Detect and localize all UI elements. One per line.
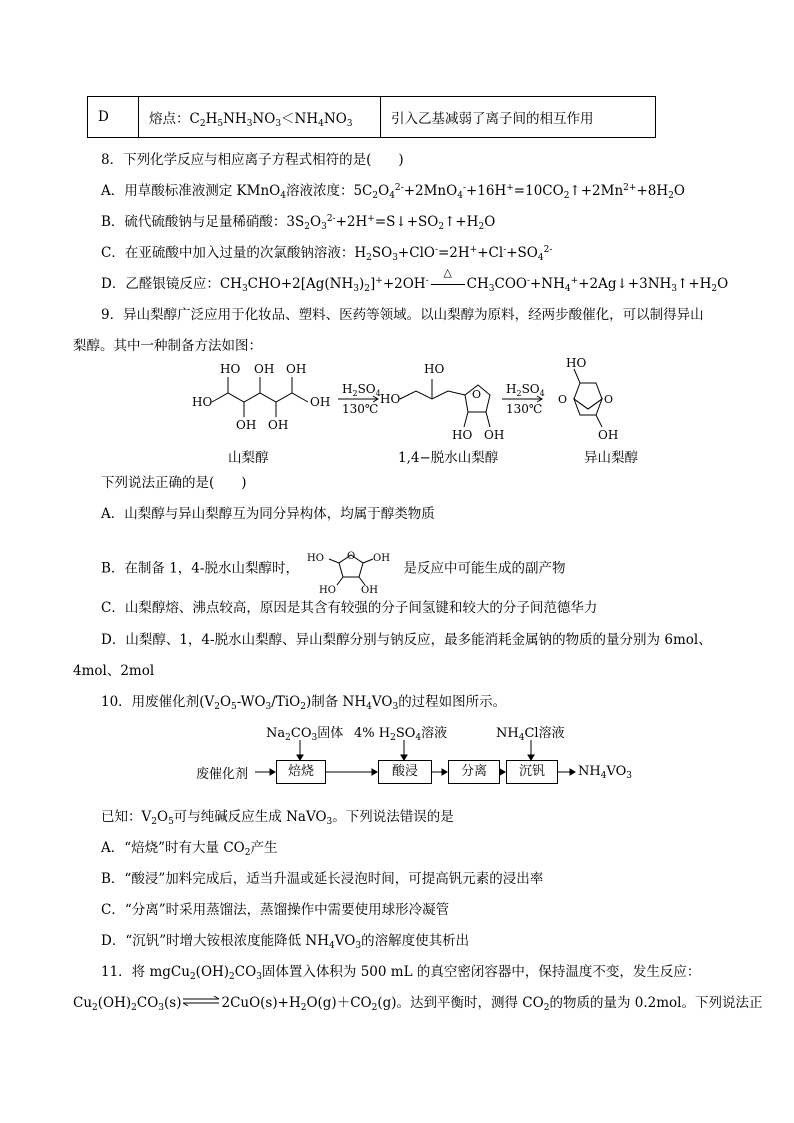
svg-text:O: O <box>604 393 614 406</box>
svg-text:130℃: 130℃ <box>342 402 379 416</box>
svg-text:HO: HO <box>452 428 473 442</box>
q8-option-b: B．硫代硫酸钠与足量稀硝酸：$3S_2O_3^{2-}+2H^+=S↓+SO_2↑+H_2O$ <box>101 214 496 232</box>
svg-text:HO: HO <box>380 392 401 406</box>
reagent-nh4cl: $NH_4Cl$溶液 <box>496 726 565 743</box>
q10-option-d: D．“沉钒”时增大铵根浓度能降低 $NH_4VO_3$的溶解度使其析出 <box>101 933 470 951</box>
q9-option-a: A．山梨醇与异山梨醇互为同分异构体，均属于醇类物质 <box>101 506 435 522</box>
q9-stem-2: 梨醇。其中一种制备方法如图： <box>73 338 262 354</box>
q8-option-c: C．在亚硫酸中加入过量的次氯酸钠溶液：$H_2SO_3+ClO^-=2H^++Cl^-+SO_4^{2-}$ <box>101 245 553 263</box>
svg-text:OH: OH <box>373 553 391 564</box>
equilibrium-arrow <box>181 996 221 1006</box>
q10-option-c: C．“分离”时采用蒸馏法，蒸馏操作中需要使用球形冷凝管 <box>101 902 450 918</box>
svg-text:OH: OH <box>254 362 275 376</box>
svg-text:H2SO4: $H_2SO_4$ <box>506 382 545 398</box>
reagent-h2so4: 4% $H_2SO_4$溶液 <box>354 726 448 743</box>
step-acid-leach: 酸浸 <box>378 760 432 784</box>
isosorbide-ring-2 <box>574 399 602 415</box>
flow-start: 废催化剂 <box>196 767 249 782</box>
svg-text:O: O <box>558 393 568 406</box>
svg-text:HO: HO <box>566 356 587 370</box>
label-anhydro-sorbitol: 1,4−脱水山梨醇 <box>398 450 499 466</box>
svg-text:OH: OH <box>484 428 505 442</box>
svg-text:HO: HO <box>220 362 241 376</box>
svg-text:HO: HO <box>424 362 445 376</box>
option-table <box>87 96 656 138</box>
svg-text:O: O <box>472 388 482 401</box>
option-property: 熔点：$C_2H_5NH_3NO_3<NH_4NO_3$ <box>139 97 381 138</box>
q10-option-b: B．“酸浸”加料完成后，适当升温或延长浸泡时间，可提高钒元素的浸出率 <box>101 871 544 887</box>
flow-product: $NH_4VO_3$ <box>578 764 633 781</box>
sorbitol-chain <box>212 393 308 402</box>
svg-text:OH: OH <box>236 418 257 432</box>
q9-option-d-line1: D．山梨醇、1，4-脱水山梨醇、异山梨醇分别与钠反应，最多能消耗金属钠的物质的量分别为 6mol、 <box>101 632 712 648</box>
q9-option-b: B．在制备 1，4-脱水山梨醇时， O HO OH HO OH 是反应中可能生成的副产物 <box>101 545 566 593</box>
svg-text:OH: OH <box>310 395 331 409</box>
isosorbide-ring-1 <box>574 383 602 409</box>
svg-text:H2SO4: $H_2SO_4$ <box>342 382 381 398</box>
byproduct-structure <box>303 545 399 593</box>
q9-option-c: C．山梨醇熔、沸点较高，原因是其含有较强的分子间氢键和较大的分子间范德华力 <box>101 600 598 616</box>
label-isosorbide: 异山梨醇 <box>584 450 638 466</box>
label-sorbitol: 山梨醇 <box>228 450 269 466</box>
q11-stem-line2: $Cu_2(OH)_2CO_3(s)$ $2CuO(s)+H_2O(g)+CO_2(g)$。达到平衡时，测得 $CO_2$的物质的量为 0.2mol。下列说法正 <box>73 995 763 1013</box>
svg-text:HO: HO <box>307 553 325 564</box>
q9-stem-1: 9．异山梨醇广泛应用于化妆品、塑料、医药等领域。以山梨醇为原料，经两步酸催化，可以制得异山 <box>101 307 704 323</box>
q10-option-a: A．“焙烧”时有大量 $CO_2$产生 <box>101 840 278 858</box>
step-separation: 分离 <box>448 760 500 784</box>
q8-stem: 8．下列化学反应与相应离子方程式相符的是( ) <box>101 152 404 168</box>
q9-option-d-line2: 4mol、2mol <box>73 663 155 679</box>
svg-text:OH: OH <box>361 585 379 593</box>
q10-stem: 10．用废催化剂$(V_2O_5-WO_3/TiO_2)$制备 $NH_4VO_3$的过程如图所示。 <box>101 694 507 712</box>
svg-text:OH: OH <box>598 428 619 442</box>
reagent-na2co3: $Na_2CO_3$固体 <box>266 726 344 743</box>
q11-stem-line1: 11．将 $mgCu_2(OH)_2CO_3$固体置入体积为 500 mL 的真空密闭容器中，保持温度不变，发生反应： <box>101 964 701 982</box>
option-explanation: 引入乙基减弱了离子间的相互作用 <box>381 97 656 138</box>
svg-text:OH: OH <box>268 418 289 432</box>
q10-known: 已知：$V_2O_5$可与纯碱反应生成 NaVO$_3$。下列说法错误的是 <box>101 809 454 827</box>
step-roasting: 焙烧 <box>276 760 326 784</box>
q9-ask: 下列说法正确的是( ) <box>101 475 247 491</box>
svg-text:HO: HO <box>192 395 213 409</box>
q8-option-d: D．乙醛银镜反应：$CH_3CHO+2[Ag(NH_3)_2]^++2OH^-$ △ $CH_3COO^-+NH_4^++2Ag↓+3NH_3↑+H_2O$ <box>101 266 729 294</box>
step-vanadium-precip: 沉钒 <box>506 760 558 784</box>
svg-text:HO: HO <box>319 585 337 593</box>
svg-text:O: O <box>347 551 356 562</box>
q8-option-a: A．用草酸标准液测定 KMnO$_4$溶液浓度：$5C_2O_4^{2-}+2MnO_4^-+16H^+=10CO_2↑+2Mn^{2+}+8H_2O$ <box>101 183 685 201</box>
svg-text:130℃: 130℃ <box>506 402 543 416</box>
svg-text:OH: OH <box>286 362 307 376</box>
option-label: D <box>88 97 139 138</box>
